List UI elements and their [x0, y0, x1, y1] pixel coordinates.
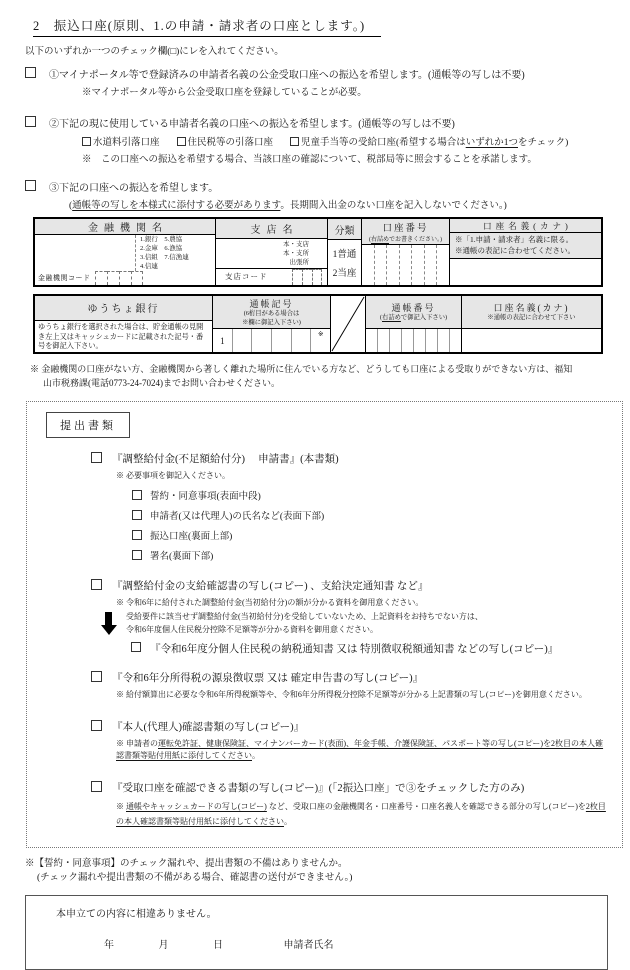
footer-warning-line1: ※【誓約・同意事項】のチェック漏れや、提出書類の不備はありませんか。 — [25, 858, 348, 869]
branch-header: 支店名 — [216, 219, 327, 239]
yucho-holder-input[interactable] — [462, 329, 601, 352]
option3-label: ③下記の口座への振込を希望します。 — [49, 183, 219, 194]
doc-application-note: ※ 必要事項を御記入ください。 — [116, 471, 230, 480]
branch-code-cell[interactable] — [292, 269, 302, 285]
account-number-cell[interactable] — [436, 245, 449, 285]
institution-code-spacer — [143, 271, 216, 285]
yucho-number-cell[interactable] — [413, 329, 425, 352]
yucho-symbol-cell-star[interactable]: ※ — [310, 329, 330, 352]
doc-sub-signature — [132, 548, 622, 562]
option2-sub-tax — [177, 134, 274, 148]
doc-identity-title: 『本人(代理人)確認書類の写し(コピー)』 — [112, 721, 305, 733]
account-number-cell[interactable] — [411, 245, 424, 285]
account-number-cell[interactable] — [424, 245, 437, 285]
institution-body — [35, 235, 215, 271]
account-type-column — [327, 219, 361, 285]
yucho-symbol-cell[interactable] — [271, 329, 291, 352]
institution-code-cells — [95, 271, 143, 285]
day-label: 日 — [213, 940, 223, 952]
account-type-header: 分類 — [328, 219, 361, 240]
branch-column — [215, 219, 327, 285]
option2-label: ②下記の現に使用している申請者名義の口座への振込を希望します。(通帳等の写しは不要) — [49, 119, 455, 130]
doc-item-identity — [91, 719, 622, 734]
option2-sub-accounts — [82, 134, 610, 148]
yucho-body-note: ゆうちょ銀行を選択された場合は、貯金通帳の見開き左上又はキャッシュカードに記載された記号・番号を御記入下さい。 — [38, 322, 204, 351]
footer-warning-line2: (チェック漏れや提出書類の不備がある場合、確認書の送付ができません。) — [37, 873, 353, 884]
doc-applicant-name-label: 申請者(又は代理人)の氏名など(表面下部) — [150, 512, 325, 522]
account-holder-column — [449, 219, 601, 285]
doc-bank-account-label: 振込口座(裏面上部) — [150, 532, 233, 542]
yucho-symbol-cells — [213, 329, 330, 352]
account-holder-note2: ※通帳の表記に合わせてください。 — [455, 246, 575, 256]
checkbox-residenttax-account[interactable] — [177, 137, 186, 146]
title-row — [25, 16, 610, 37]
institution-type-list — [135, 235, 215, 271]
institution-type-option: 3.信組 7.信漁連 — [140, 253, 189, 261]
checkbox-water-account[interactable] — [82, 137, 91, 146]
yucho-number-header — [366, 296, 461, 329]
no-account-contact-note — [30, 363, 610, 390]
yucho-symbol-cell[interactable] — [232, 329, 252, 352]
institution-code-label: 金融機関コード — [38, 274, 91, 283]
account-type-touza[interactable]: 2当座 — [332, 269, 357, 280]
yucho-number-cells — [366, 329, 461, 352]
option2-note: ※ この口座への振込を希望する場合、当該口座の確認について、税部局等に照会することを承諾します。 — [82, 155, 537, 165]
account-number-cell[interactable] — [362, 245, 374, 285]
checkbox-option2[interactable] — [25, 116, 36, 127]
doc-signature-label: 署名(裏面下部) — [150, 552, 214, 562]
branch-type-option: 出張所 — [289, 258, 309, 266]
option1-note: ※マイナポータル等から公金受取口座を登録していることが必要。 — [82, 88, 367, 98]
yucho-number-cell[interactable] — [437, 329, 449, 352]
option2-row — [25, 115, 610, 130]
account-holder-input[interactable] — [450, 259, 601, 285]
yucho-symbol-cell-1[interactable]: 1 — [220, 335, 225, 346]
checkbox-childallowance-account[interactable] — [290, 137, 299, 146]
branch-code-cell[interactable] — [302, 269, 312, 285]
institution-name-input[interactable] — [35, 235, 135, 271]
contact-note-line1: ※ 金融機関の口座がない方、金融機関から著しく離れた場所に住んでいる方など、どうしても口座による受取りができない方は、福知 — [30, 364, 573, 374]
water-account-label: 水道料引落口座 — [93, 138, 160, 148]
yucho-holder-header — [462, 296, 601, 329]
institution-code-cell[interactable] — [95, 271, 107, 285]
yucho-holder-title: 口座名義(カナ) — [493, 303, 570, 314]
doc-item-account-copy — [91, 780, 622, 795]
yucho-table — [33, 294, 603, 354]
institution-code-cell[interactable] — [119, 271, 131, 285]
checkbox-doc-bank-account[interactable] — [132, 530, 142, 540]
yucho-symbol-cell[interactable] — [251, 329, 271, 352]
documents-box — [26, 401, 623, 848]
yucho-number-title: 通帳番号 — [391, 303, 436, 314]
branch-code-label: 支店コード — [225, 272, 268, 282]
institution-type-option: 1.銀行 5.農協 — [140, 236, 183, 244]
doc-sub-pledge — [132, 488, 622, 502]
checkbox-doc-application[interactable] — [91, 452, 102, 463]
checkbox-doc-applicant-name[interactable] — [132, 510, 142, 520]
branch-type-list — [216, 239, 327, 267]
doc-identity-note: ※ 申請者の運転免許証、健康保険証、マイナンバーカード(表面)、年金手帳、介護保険証、パスポート等の写し(コピー)を2枚目の本人確認書類等貼付用紙に添付してください。 — [116, 738, 604, 760]
instruction-text: 以下のいずれか一つのチェック欄(□)にレを入れてください。 — [25, 47, 284, 57]
institution-type-option: 2.金庫 6.漁協 — [140, 245, 183, 252]
diagonal-slash-icon — [331, 296, 365, 352]
account-number-note: (右詰めでお書きください。) — [368, 237, 442, 243]
branch-code-cell[interactable] — [312, 269, 322, 285]
institution-code-cell[interactable] — [131, 271, 143, 285]
childallowance-account-label: 児童手当等の受給口座(希望する場合はいずれか1つをチェック) — [301, 138, 569, 148]
checkbox-doc-identity[interactable] — [91, 720, 102, 731]
yucho-number-cell[interactable] — [449, 329, 461, 352]
branch-type-option: 本・支所 — [283, 250, 309, 258]
yucho-symbol-column — [212, 296, 330, 352]
year-label: 年 — [104, 940, 114, 952]
checkbox-doc-pledge[interactable] — [132, 490, 142, 500]
account-type-futsuu[interactable]: 1普通 — [332, 249, 357, 260]
yucho-number-cell[interactable] — [425, 329, 437, 352]
yucho-holder-column — [461, 296, 601, 352]
institution-code-cell[interactable] — [107, 271, 119, 285]
yucho-symbol-note2: ※欄に御記入下さい) — [242, 318, 301, 326]
declaration-statement: 本申立ての内容に相違ありません。 — [56, 909, 217, 921]
yucho-symbol-cell[interactable] — [291, 329, 311, 352]
arrow-note-line1: 受給要件に該当せず調整給付金(当初給付分)を受給していないため、上記資料をお持ちでない方は、 — [126, 612, 483, 621]
doc-sub-bank-account — [132, 528, 622, 542]
page-title: 2 振込口座(原則、1.の申請・請求者の口座とします。) — [33, 16, 381, 37]
institution-code-row — [35, 271, 215, 285]
documents-box-label: 提出書類 — [46, 412, 130, 438]
doc-sub-tax-notice — [131, 641, 622, 656]
arrow-explanation-row — [100, 611, 622, 637]
doc-payment-confirm-note: ※ 令和6年に給付された調整給付金(当初給付分)の額が分かる資料を御用意ください。 — [116, 598, 424, 607]
doc-application-title: 『調整給付金(不足額給付分) 申請書』(本書類) — [112, 454, 339, 465]
yucho-number-column — [365, 296, 461, 352]
applicant-name-label: 申請者氏名 — [283, 940, 334, 952]
doc-payment-confirm-title: 『調整給付金の支給確認書の写し(コピー) 、支給決定通知書 など』 — [112, 581, 429, 592]
option3-row — [25, 179, 610, 194]
checkbox-option1[interactable] — [25, 67, 36, 78]
doc-tax-notice-label: 『令和6年度分個人住民税の納税通知書 又は 特別徴収税額通知書 などの写し(コピー)』 — [150, 643, 559, 655]
option1-label: ①マイナポータル等で登録済みの申請者名義の公金受取口座への振込を希望します。(通帳等の写しは不要) — [49, 70, 525, 81]
doc-pledge-label: 誓約・同意事項(表面中段) — [150, 492, 261, 502]
account-number-cell[interactable] — [399, 245, 412, 285]
option1-row — [25, 66, 610, 81]
checkbox-doc-withholding[interactable] — [91, 671, 102, 682]
account-holder-header: 口座名義(カナ) — [450, 219, 601, 233]
institution-type-option: 4.信連 — [140, 262, 158, 270]
yucho-symbol-header — [213, 296, 330, 329]
yucho-number-cell[interactable] — [401, 329, 413, 352]
institution-column — [35, 219, 215, 285]
declaration-date-row — [56, 936, 607, 951]
yucho-number-note: (右詰めで御記入下さい) — [379, 314, 448, 322]
yucho-bank-header — [35, 296, 212, 321]
account-number-cell[interactable] — [386, 245, 399, 285]
yucho-symbol-title: 通帳記号 — [249, 299, 294, 310]
branch-type-option: 本・支店 — [283, 241, 309, 249]
declaration-box — [25, 895, 608, 970]
footer-warning — [25, 857, 610, 886]
yucho-holder-note: ※通帳の表記に合わせて下さい — [487, 314, 576, 322]
account-number-title: 口座番号 — [382, 224, 429, 234]
option3-note: (通帳等の写しを本様式に添付する必要があります。長期間入出金のない口座を記入しないでください。) — [69, 201, 507, 211]
doc-item-withholding — [91, 670, 622, 685]
checkbox-doc-payment-confirm[interactable] — [91, 579, 102, 590]
yucho-bank-name: ゆうちょ銀行 — [87, 304, 160, 316]
bank-account-table — [33, 217, 603, 287]
branch-code-cells — [292, 269, 322, 285]
option2-sub-childallowance — [290, 134, 568, 148]
account-number-header — [362, 219, 449, 245]
doc-item-application — [91, 451, 622, 466]
contact-note-line2: 山市税務課(電話0773-24-7024)までお問い合わせください。 — [43, 377, 280, 388]
month-label: 月 — [158, 940, 169, 952]
checkbox-doc-tax-notice[interactable] — [131, 642, 141, 652]
residenttax-account-label: 住民税等の引落口座 — [187, 138, 274, 148]
yucho-number-cell[interactable] — [389, 329, 401, 352]
doc-sub-applicant-name — [132, 508, 622, 522]
option2-sub-water — [82, 134, 160, 148]
account-number-cell[interactable] — [374, 245, 387, 285]
checkbox-doc-account-copy[interactable] — [91, 781, 102, 792]
account-number-cells — [362, 245, 449, 285]
account-number-column — [361, 219, 449, 285]
account-holder-note1: ※「1.申請・請求者」名義に限る。 — [455, 235, 574, 244]
yucho-symbol-note1: (6桁目がある場合は — [243, 310, 300, 318]
doc-withholding-title: 『令和6年分所得税の源泉徴収票 又は 確定申告書の写し(コピー)』 — [112, 672, 424, 684]
arrow-explanation-text — [126, 611, 483, 637]
yucho-number-cell[interactable] — [366, 329, 377, 352]
yucho-number-cell[interactable] — [377, 329, 389, 352]
down-arrow-icon — [100, 612, 117, 635]
doc-account-copy-note: ※ 通帳やキャッシュカードの写し(コピー) など、受取口座の金融機関名・口座番号・口座名義人を確認できる部分の写し(コピー)を2枚目の本人確認書類等貼付用紙に添付してください。 — [116, 801, 606, 826]
doc-item-payment-confirm — [91, 578, 622, 593]
checkbox-doc-signature[interactable] — [132, 550, 142, 560]
doc-account-copy-title: 『受取口座を確認できる書類の写し(コピー)』(「2振込口座」で③をチェックした方のみ) — [112, 782, 525, 794]
doc-withholding-note: ※ 給付額算出に必要な令和6年所得税額等や、令和6年分所得税分控除不足額等が分かる上記書類の写し(コピー)を御用意ください。 — [116, 689, 587, 699]
yucho-diagonal-cell — [330, 296, 365, 352]
account-type-options — [328, 240, 361, 285]
branch-code-row — [216, 268, 327, 285]
yucho-bank-column — [35, 296, 212, 352]
account-holder-notes — [450, 233, 601, 259]
institution-header: 金融機関名 — [35, 219, 215, 235]
arrow-note-line2: 令和6年度個人住民税分控除不足額等が分かる資料を御用意ください。 — [126, 624, 378, 634]
checkbox-option3[interactable] — [25, 180, 36, 191]
